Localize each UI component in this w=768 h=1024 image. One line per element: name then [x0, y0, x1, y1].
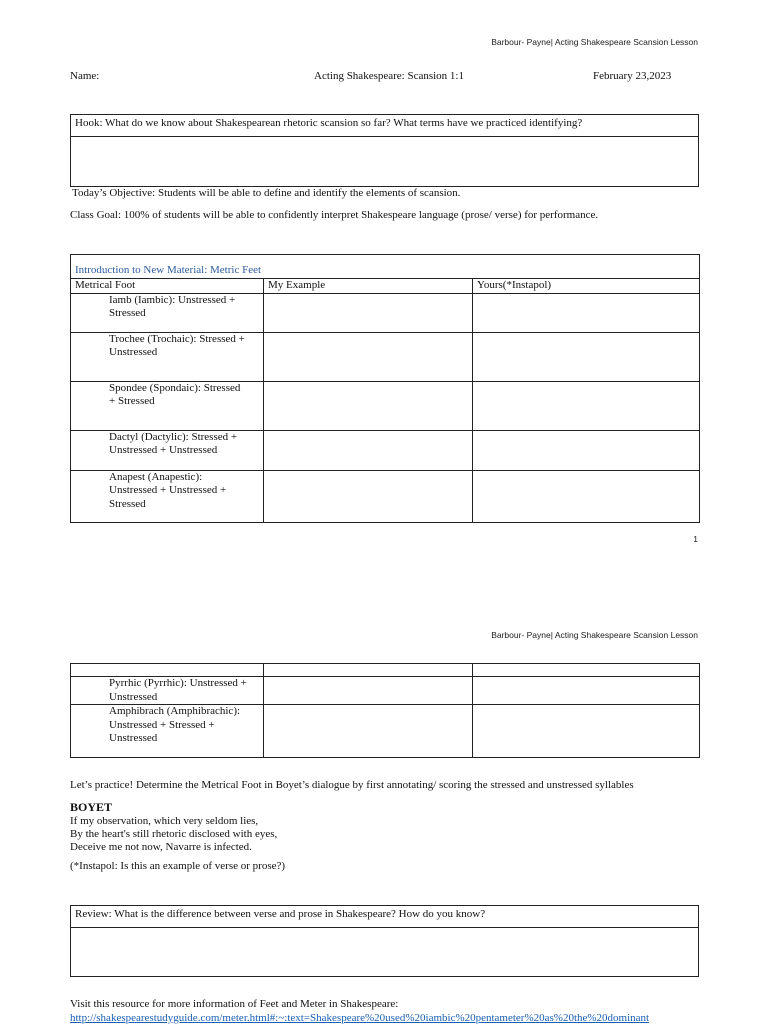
table-row	[71, 381, 700, 430]
yours-cell[interactable]	[473, 705, 700, 758]
metric-feet-table	[70, 254, 700, 523]
my-example-cell[interactable]	[264, 470, 473, 522]
table-row	[71, 470, 700, 522]
yours-cell[interactable]	[473, 430, 700, 470]
yours-cell[interactable]	[473, 293, 700, 332]
instapol-question: (*Instapol: Is this an example of verse or prose?)	[70, 860, 286, 872]
table-row	[71, 664, 700, 677]
lesson-title: Acting Shakespeare: Scansion 1:1	[314, 70, 464, 82]
objective-text: Today’s Objective: Students will be able to define and identify the elements of scansion.	[72, 187, 461, 199]
column-header: My Example	[264, 279, 473, 294]
review-prompt: Review: What is the difference between verse and prose in Shakespeare? How do you know?	[71, 906, 698, 928]
hook-box	[70, 114, 699, 187]
yours-cell[interactable]	[473, 381, 700, 430]
yours-cell[interactable]	[473, 332, 700, 381]
practice-instruction: Let’s practice! Determine the Metrical Foot in Boyet’s dialogue by first annotating/ scoring the stressed and unstressed syllables	[70, 779, 634, 791]
table-row	[71, 677, 700, 705]
metrical-foot-cell: Iamb (Iambic): Unstressed + Stressed	[71, 293, 264, 332]
my-example-cell[interactable]	[264, 381, 473, 430]
verse-line: If my observation, which very seldom lies,	[70, 815, 259, 827]
column-header: Yours(*Instapol)	[473, 279, 700, 294]
metrical-foot-cell: Anapest (Anapestic): Unstressed + Unstressed + Stressed	[71, 470, 264, 522]
class-goal-text: Class Goal: 100% of students will be able to confidently interpret Shakespeare language (prose/ verse) for performance.	[70, 209, 599, 221]
metrical-foot-cell: Dactyl (Dactylic): Stressed + Unstressed + Unstressed	[71, 430, 264, 470]
lesson-date: February 23,2023	[593, 70, 672, 82]
metrical-foot-cell: Amphibrach (Amphibrachic): Unstressed + Stressed + Unstressed	[71, 705, 264, 758]
table-title: Introduction to New Material: Metric Feet	[71, 255, 700, 279]
speaker-name: BOYET	[70, 800, 113, 814]
resource-text: Visit this resource for more information of Feet and Meter in Shakespeare:	[70, 998, 399, 1010]
column-header: Metrical Foot	[71, 279, 264, 294]
my-example-cell[interactable]	[264, 430, 473, 470]
hook-prompt: Hook: What do we know about Shakespearean rhetoric scansion so far? What terms have we practiced identifying?	[71, 115, 698, 137]
my-example-cell[interactable]	[264, 332, 473, 381]
metric-feet-table-continued	[70, 663, 700, 758]
metrical-foot-cell: Pyrrhic (Pyrrhic): Unstressed + Unstressed	[71, 677, 264, 705]
my-example-cell[interactable]	[264, 293, 473, 332]
metrical-foot-cell: Spondee (Spondaic): Stressed + Stressed	[71, 381, 264, 430]
verse-line: By the heart's still rhetoric disclosed with eyes,	[70, 828, 278, 840]
resource-link[interactable]: http://shakespearestudyguide.com/meter.html#:~:text=Shakespeare%20used%20iambic%20pentameter%20as%20the%20dominant	[70, 1012, 650, 1024]
yours-cell[interactable]	[473, 664, 700, 677]
running-header: Barbour- Payne| Acting Shakespeare Scansion Lesson	[491, 37, 698, 47]
my-example-cell[interactable]	[264, 705, 473, 758]
name-label: Name:	[70, 70, 100, 82]
my-example-cell[interactable]	[264, 677, 473, 705]
running-header: Barbour- Payne| Acting Shakespeare Scansion Lesson	[491, 630, 698, 640]
table-row	[71, 430, 700, 470]
table-row	[71, 293, 700, 332]
table-row	[71, 705, 700, 758]
verse-line: Deceive me not now, Navarre is infected.	[70, 841, 252, 853]
my-example-cell[interactable]	[264, 664, 473, 677]
page-number: 1	[693, 534, 698, 544]
yours-cell[interactable]	[473, 470, 700, 522]
yours-cell[interactable]	[473, 677, 700, 705]
review-box	[70, 905, 699, 977]
table-row	[71, 332, 700, 381]
metrical-foot-cell: Trochee (Trochaic): Stressed + Unstressed	[71, 332, 264, 381]
